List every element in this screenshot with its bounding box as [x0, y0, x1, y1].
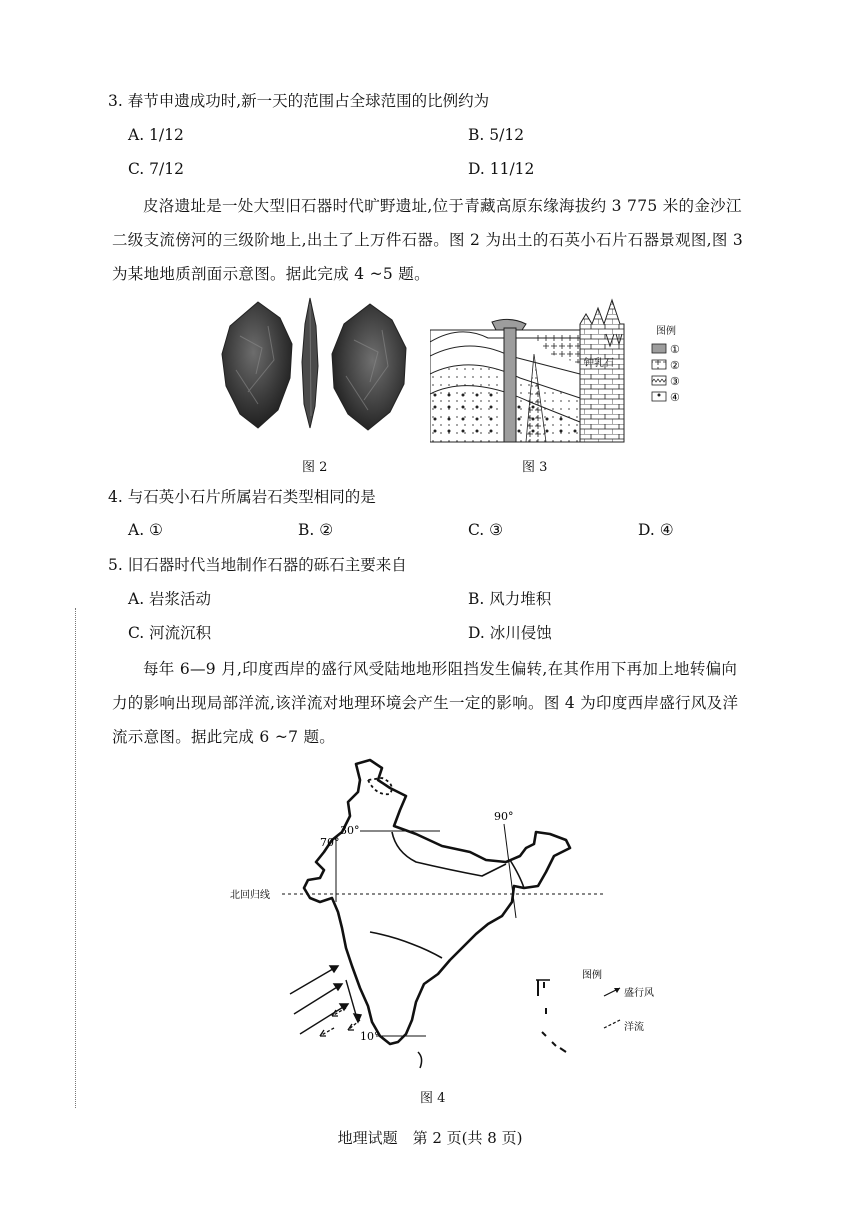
latitude-10-label: 10°: [360, 1030, 380, 1043]
longitude-90-label: 90°: [494, 810, 514, 823]
passage-2: 每年 6—9 月,印度西岸的盛行风受陆地地形阻挡发生偏转,在其作用下再加上地转偏向力的影响出现局部洋流,该洋流对地理环境会产生一定的影响。图 4 为印度西岸盛行风及洋流示意图。据此完成 6 ~7 题。: [112, 660, 739, 746]
q5-option-a: A. 岩浆活动: [128, 590, 212, 608]
page-footer: 地理试题 第 2 页(共 8 页): [337, 1129, 523, 1147]
figure-3-legend-title: 图例: [656, 326, 676, 337]
q3-option-c: C. 7/12: [128, 160, 184, 178]
legend-swatch-1: [652, 344, 666, 353]
q3-option-d: D. 11/12: [468, 160, 535, 178]
river-peninsula: [370, 932, 442, 958]
longitude-70-label: 70°: [320, 836, 340, 849]
legend-swatch-2: [652, 360, 666, 369]
q3-option-b: B. 5/12: [468, 126, 525, 144]
legend-label-3: ③: [670, 375, 680, 388]
q3-stem: 3. 春节申遗成功时,新一天的范围占全球范围的比例约为: [108, 92, 490, 110]
figure-2-stone-tools: [218, 296, 414, 436]
stone-tool-back: [332, 304, 406, 430]
figure-4-legend-title: 图例: [582, 970, 602, 981]
q5-option-c: C. 河流沉积: [128, 624, 212, 642]
q3-option-a: A. 1/12: [128, 126, 184, 144]
q5-option-b: B. 风力堆积: [468, 590, 552, 608]
legend-current-label: 洋流: [624, 1022, 644, 1033]
legend-label-2: ②: [670, 359, 680, 372]
q4-option-b: B. ②: [298, 521, 334, 539]
legend-current-symbol: [604, 1020, 620, 1028]
legend-swatch-3: [652, 376, 666, 385]
passage-1: 皮洛遗址是一处大型旧石器时代旷野遗址,位于青藏高原东缘海拔约 3 775 米的金沙江二级支流傍河的三级阶地上,出土了上万件石器。图 2 为出土的石英小石片石器景观图,图 3 为某地地质剖面示意图。据此完成 4 ~5 题。: [112, 197, 744, 283]
figure-4-india-map: [220, 752, 660, 1082]
legend-label-1: ①: [670, 343, 680, 356]
figure-4-caption: 图 4: [420, 1091, 446, 1106]
prevailing-wind-arrows: [290, 966, 361, 1034]
stone-tool-front: [222, 302, 292, 428]
figure-3-caption: 图 3: [522, 460, 548, 475]
ocean-current-arrows: [320, 1008, 360, 1036]
stalactite-label: 钟乳石: [584, 358, 614, 369]
tropic-label: 北回归线: [230, 890, 270, 901]
q4-option-c: C. ③: [468, 521, 504, 539]
q5-stem: 5. 旧石器时代当地制作石器的砾石主要来自: [108, 556, 407, 574]
figure-2-caption: 图 2: [302, 460, 328, 475]
q4-option-d: D. ④: [638, 521, 674, 539]
q5-option-d: D. 冰川侵蚀: [468, 624, 552, 642]
river-ganges: [392, 832, 506, 876]
legend-swatch-4: [652, 392, 666, 401]
india-outline: [304, 760, 570, 1044]
latitude-30-label: 30°: [340, 824, 360, 837]
legend-label-4: ④: [670, 391, 680, 404]
figure-3-geological-section: [430, 294, 690, 444]
legend-wind-label: 盛行风: [624, 988, 654, 999]
margin-line: [75, 608, 76, 1108]
q4-stem: 4. 与石英小石片所属岩石类型相同的是: [108, 488, 376, 506]
q4-option-a: A. ①: [128, 521, 163, 539]
